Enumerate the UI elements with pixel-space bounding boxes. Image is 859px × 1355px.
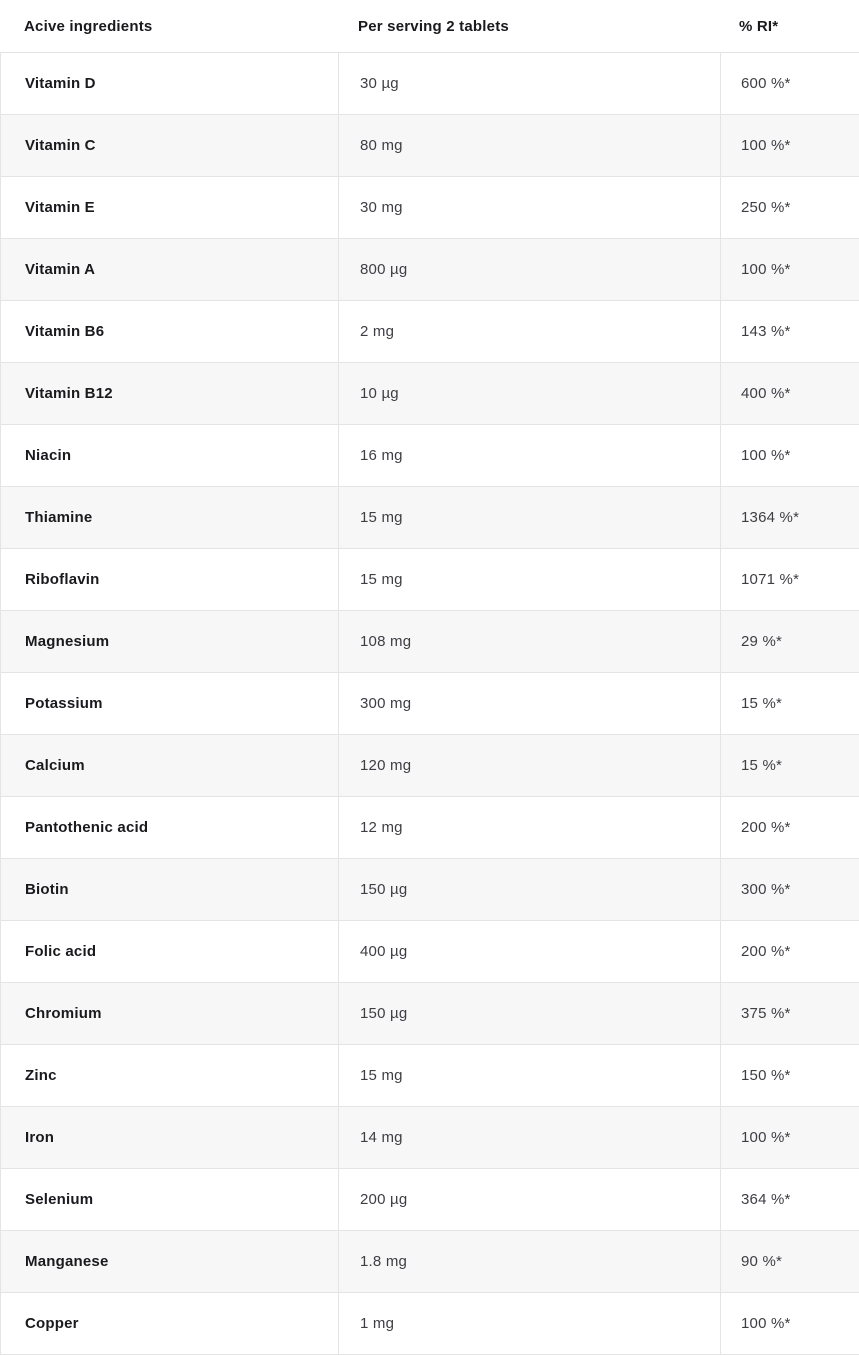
ri-percent-value: 100 %* (741, 137, 791, 154)
ingredient-name: Riboflavin (25, 571, 100, 588)
per-serving-value: 15 mg (360, 509, 403, 526)
per-serving-value: 800 µg (360, 261, 408, 278)
per-serving-value: 400 µg (360, 943, 408, 960)
per-serving-value: 1.8 mg (360, 1253, 408, 1270)
ri-percent-value: 200 %* (741, 819, 791, 836)
ri-percent-value: 15 %* (741, 757, 783, 774)
table-row (1, 735, 859, 797)
table-row (1, 1107, 859, 1169)
table-row (1, 859, 859, 921)
per-serving-value: 108 mg (360, 633, 412, 650)
per-serving-value: 2 mg (360, 323, 395, 340)
ingredient-name: Biotin (25, 881, 69, 898)
table-row (1, 239, 859, 301)
table-row (1, 983, 859, 1045)
ingredient-name: Magnesium (25, 633, 110, 650)
ingredient-name: Selenium (25, 1191, 94, 1208)
ri-percent-value: 600 %* (741, 75, 791, 92)
ri-percent-value: 100 %* (741, 261, 791, 278)
ingredient-name: Vitamin D (25, 75, 96, 92)
table-row (1, 301, 859, 363)
table-row (1, 53, 859, 115)
ri-percent-value: 375 %* (741, 1005, 791, 1022)
ri-percent-value: 15 %* (741, 695, 783, 712)
ri-percent-value: 400 %* (741, 385, 791, 402)
table-row (1, 425, 859, 487)
per-serving-value: 300 mg (360, 695, 412, 712)
per-serving-value: 14 mg (360, 1129, 403, 1146)
ri-percent-value: 1071 %* (741, 571, 800, 588)
ri-percent-value: 1364 %* (741, 509, 800, 526)
ingredient-name: Niacin (25, 447, 72, 464)
ri-percent-value: 100 %* (741, 447, 791, 464)
ingredient-name: Vitamin B12 (25, 385, 113, 402)
ri-percent-value: 143 %* (741, 323, 791, 340)
ingredient-name: Manganese (25, 1253, 109, 1270)
per-serving-value: 200 µg (360, 1191, 408, 1208)
column-header-per-serving: Per serving 2 tablets (358, 17, 509, 35)
ingredient-name: Pantothenic acid (25, 819, 149, 836)
ingredient-name: Zinc (25, 1067, 57, 1084)
ri-percent-value: 29 %* (741, 633, 783, 650)
per-serving-value: 15 mg (360, 571, 403, 588)
ri-percent-value: 200 %* (741, 943, 791, 960)
table-row (1, 921, 859, 983)
table-body (0, 52, 859, 1355)
ingredient-name: Copper (25, 1315, 79, 1332)
ingredient-name: Calcium (25, 757, 85, 774)
ri-percent-value: 250 %* (741, 199, 791, 216)
table-row (1, 611, 859, 673)
table-row (1, 673, 859, 735)
ingredient-name: Folic acid (25, 943, 97, 960)
per-serving-value: 80 mg (360, 137, 403, 154)
per-serving-value: 16 mg (360, 447, 403, 464)
per-serving-value: 30 µg (360, 75, 399, 92)
ri-percent-value: 364 %* (741, 1191, 791, 1208)
table-header-row (0, 0, 859, 52)
ingredient-name: Vitamin E (25, 199, 95, 216)
table-row (1, 363, 859, 425)
ri-percent-value: 150 %* (741, 1067, 791, 1084)
per-serving-value: 1 mg (360, 1315, 395, 1332)
table-row (1, 487, 859, 549)
table-row (1, 115, 859, 177)
per-serving-value: 15 mg (360, 1067, 403, 1084)
ingredient-name: Potassium (25, 695, 103, 712)
table-row (1, 797, 859, 859)
table-row (1, 1045, 859, 1107)
per-serving-value: 10 µg (360, 385, 399, 402)
table-row (1, 177, 859, 239)
ingredient-name: Iron (25, 1129, 55, 1146)
ingredient-name: Vitamin A (25, 261, 96, 278)
per-serving-value: 12 mg (360, 819, 403, 836)
ingredient-name: Thiamine (25, 509, 93, 526)
table-row (1, 1169, 859, 1231)
ri-percent-value: 100 %* (741, 1315, 791, 1332)
column-header-active-ingredients: Acive ingredients (24, 17, 153, 35)
ri-percent-value: 300 %* (741, 881, 791, 898)
ingredient-name: Vitamin B6 (25, 323, 105, 340)
ingredient-name: Chromium (25, 1005, 102, 1022)
table-row (1, 549, 859, 611)
per-serving-value: 120 mg (360, 757, 412, 774)
table-row (1, 1293, 859, 1355)
per-serving-value: 150 µg (360, 881, 408, 898)
ri-percent-value: 90 %* (741, 1253, 783, 1270)
table-row (1, 1231, 859, 1293)
column-header-ri-percent: % RI* (739, 17, 779, 35)
per-serving-value: 150 µg (360, 1005, 408, 1022)
per-serving-value: 30 mg (360, 199, 403, 216)
ri-percent-value: 100 %* (741, 1129, 791, 1146)
ingredient-name: Vitamin C (25, 137, 96, 154)
